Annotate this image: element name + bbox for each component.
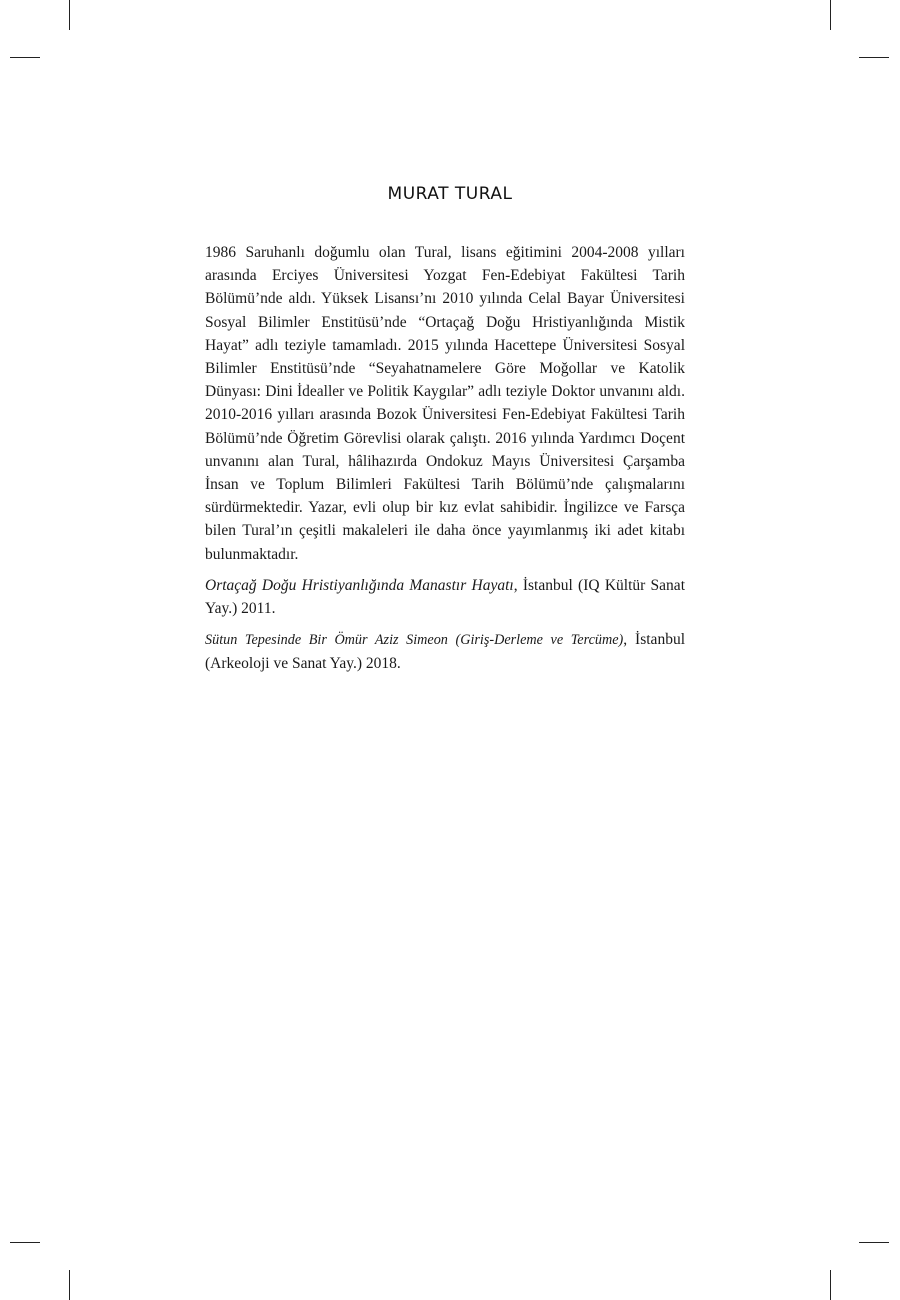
- crop-mark-left-bottom: [10, 1242, 40, 1243]
- crop-mark-right-top: [859, 57, 889, 58]
- author-bio-section: [205, 241, 685, 684]
- book-entry-2: [205, 628, 685, 675]
- crop-mark-left-top: [10, 57, 40, 58]
- crop-mark-bottom-right: [830, 1270, 831, 1300]
- crop-mark-right-bottom: [859, 1242, 889, 1243]
- book-details-2: , İstanbul (Arkeoloji ve Sanat Yay.) 2018.: [205, 631, 685, 673]
- author-biography: 1986 Saruhanlı doğumlu olan Tural, lisans eğitimini 2004-2008 yılları arasında Erciyes Üniversitesi Yozgat Fen-Edebiyat Fakültesi Tarih Bölümü’nde aldı. Yüksek Lisansı’nı 2010 yılında Celal Bayar Üniversitesi Sosyal Bilimler Enstitüsü’nde “Ortaçağ Doğu Hristiyanlığında Mistik Hayat” adlı teziyle tamamladı. 2015 yılında Hacettepe Üniversitesi Sosyal Bilimler Enstitüsü’nde “Seyahatnamelere Göre Moğollar ve Katolik Dünyası: Dini İdealler ve Politik Kaygılar” adlı teziyle Doktor unvanını aldı. 2010-2016 yılları arasında Bozok Üniversitesi Fen-Edebiyat Fakültesi Tarih Bölümü’nde Öğretim Görevlisi olarak çalıştı. 2016 yılında Yardımcı Doçent unvanını alan Tural, hâlihazırda Ondokuz Mayıs Üniversitesi Çarşamba İnsan ve Toplum Bilimleri Fakültesi Tarih Bölümü’nde çalışmalarını sürdürmektedir. Yazar, evli olup bir kız evlat sahibidir. İngilizce ve Farsça bilen Tural’ın çeşitli makaleleri ile daha önce yayımlanmış iki adet kitabı bulunmaktadır.: [205, 244, 685, 563]
- author-name: MURAT TURAL: [387, 184, 513, 204]
- book-details-1: , İstanbul (IQ Kültür Sanat Yay.) 2011.: [205, 576, 685, 618]
- book-title-2: Sütun Tepesinde Bir Ömür Aziz Simeon (Giriş-Derleme ve Tercüme): [205, 632, 624, 649]
- crop-mark-bottom-left: [69, 1270, 70, 1300]
- crop-mark-top-right: [830, 0, 831, 30]
- crop-mark-top-left: [69, 0, 70, 30]
- book-entry-1: [205, 574, 685, 620]
- book-title-1: Ortaçağ Doğu Hristiyanlığında Manastır Hayatı: [205, 576, 514, 594]
